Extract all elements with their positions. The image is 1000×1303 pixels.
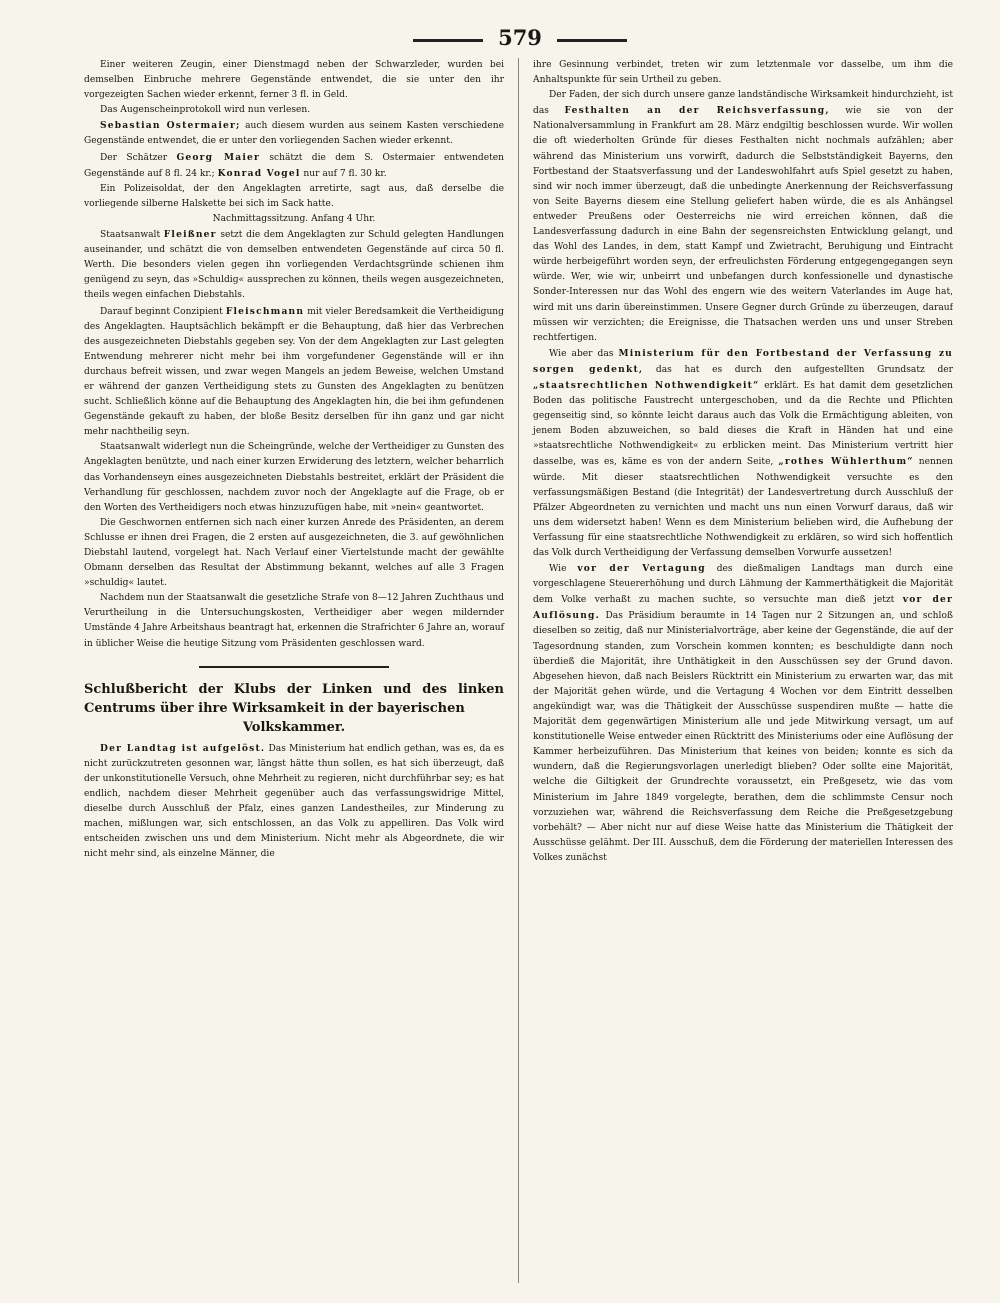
text-run: nur auf 7 fl. 30 kr. xyxy=(300,168,387,179)
right-column xyxy=(519,58,953,1283)
text-run: setzt die dem Angeklagten zur Schuld gelegten Handlungen auseinander, und schätzt die von demselben entwendeten Gegenstände auf circa 50 fl. Werth. Die besonders vielen gegen ihn vorliegenden Verdachtsgründe schienen ihm genügend zu seyn, das »Schuldig« aussprechen zu können, theils wegen ausgezeichneten, theils wegen einfachen Diebstahls. xyxy=(84,230,504,301)
paragraph: Die Geschwornen entfernen sich nach einer kurzen Anrede des Präsidenten, an derem Schlusse er ihnen drei Fragen, die 2 ersten auf ausgezeichneten, die 3. auf gewöhnlichen Diebstahl lautend, vorgelegt hat. Nach Verlauf einer Viertelstunde macht der gewählte Obmann derselben das Resultat der Abstimmung bekannt, welches auf alle 3 Fragen »schuldig« lautet. xyxy=(84,517,504,589)
text-run: des dießmaligen Landtags man durch eine vorgeschlagene Steuererhöhung und durch Lähmung der Kammerthätigkeit die Majorität dem Volke verhaßt zu machen suchte, so versuchte man dieß jetzt xyxy=(533,564,953,606)
paragraph: Ein Polizeisoldat, der den Angeklagten arretirte, sagt aus, daß derselbe die vorliegende silberne Halskette bei sich im Sack hatte. xyxy=(84,183,504,209)
text-run: Das Präsidium beraumte in 14 Tagen nur 2 Sitzungen an, und schloß dieselben so zeitig, daß nur Ministerialvorträge, aber keine der Gegenstände, die auf der Tagesordnung standen, zum Vorschein kommen konnten; es beschuldigte dann noch überdieß die Majorität, ihre Unthätigkeit in den Ausschüssen sey der Grund davon. Abgesehen hievon, daß nach Beislers Rücktritt ein Ministerium zu erwarten war, das mit der Majorität gehen würde, und die Vertagung 4 Wochen vor dem Eintritt desselben angekündigt war, was die Thätigkeit der Ausschüsse suspendiren mußte — hatte die Majorität dem gegenwärtigen Ministerium alle und jede Mitwirkung versagt, um auf konstitutionelle Weise entweder einen Rücktritt des Ministeriums oder eine Auflösung der Kammer herbeizuführen. Das Ministerium that keines von beiden; konnte es sich da wundern, daß die Regierungsvorlagen unerledigt blieben? Oder sollte eine Majorität, welche die Giltigkeit der Grundrechte voraussetzt, ein Preßgesetz, wie das vom Ministerium im Jahre 1849 vorgelegte, berathen, dem die schlimmste Censur noch vorzuziehen war, während die Reichsverfassung dem Reiche die Preßgesetzgebung vorbehält? — Aber nicht nur auf diese Weise hatte das Ministerium die Thätigkeit der Ausschüsse gelähmt. Der III. Ausschuß, dem die Förderung der materiellen Interessen des Volkes zunächst xyxy=(533,611,953,863)
paragraph xyxy=(84,304,504,441)
lead-phrase: Der Landtag ist aufgelöst. xyxy=(100,742,266,754)
section-divider xyxy=(199,666,389,668)
person-name: Konrad Vogel xyxy=(217,167,301,179)
text-run: schätzt die dem S. Ostermaier entwendeten Gegenstände auf 8 fl. 24 kr.; xyxy=(84,152,504,179)
header-ornament-right xyxy=(557,39,627,42)
text-run: Das Ministerium hat endlich gethan, was es, da es nicht zurückzutreten gesonnen war, längst hätte thun sollen, es hat sich überzeugt, daß der unkonstitutionelle Versuch, ohne Mehrheit zu regieren, nicht durchführbar sey; es hat endlich, nachdem dieser Mehrheit gegenüber auch das verfassungswidrige Mittel, dieselbe durch Ausschluß der Pfalz, eines ganzen Landestheiles, zur Minderung zu machen, mißlungen war, sich entschlossen, an das Volk zu appelliren. Das Volk wird entscheiden zwischen uns und dem Ministerium. Nicht mehr als Abgeordnete, die wir nicht mehr sind, als einzelne Männer, die xyxy=(84,743,504,860)
text-run: mit vieler Beredsamkeit die Vertheidigung des Angeklagten. Hauptsächlich bekämpft er die Behauptung, daß hier das Verbrechen des ausgezeichneten Diebstahls gegeben sey. Von der dem Angeklagten zur Last gelegten Entwendung mehrerer nicht mehr bei ihm vorgefundener Gegenstände will er ihn durchaus befreit wissen, und zwar wegen Mangels an jedem Beweise, welchen Umstand er während der ganzen Vertheidigung stets zu Gunsten des Angeklagten zu benützen sucht. Schließlich könne auf die Behauptung des Angeklagten hin, die bei ihm gefundenen Gegenstände gekauft zu haben, der bloße Besitz derselben für ihn ganz und gar nicht mehr nachtheilig seyn. xyxy=(84,306,504,438)
emphasis: „staatsrechtlichen Nothwendigkeit“ xyxy=(533,379,760,391)
person-name: Georg Maier xyxy=(176,151,260,163)
paragraph xyxy=(84,118,504,149)
text-run: Der Faden, der sich durch unsere ganze landständische Wirksamkeit hindurchzieht, ist das xyxy=(533,90,953,117)
text-run: Wie aber das xyxy=(549,348,619,359)
report-title-end: Volkskammer. xyxy=(242,719,346,735)
text-run: auch diesem wurden aus seinem Kasten verschiedene Gegenstände entwendet, die er unter den vorliegenden Sachen wieder erkennt. xyxy=(84,121,504,147)
emphasis: vor der Vertagung xyxy=(577,563,706,575)
page-number: 579 xyxy=(498,25,542,50)
report-title: Schlußbericht der Klubs der Linken und des linken Centrums über ihre Wirksamkeit in der bayerischen xyxy=(84,681,504,716)
emphasis: Ministerium für den Fortbestand der Verfassung zu sorgen gedenkt, xyxy=(533,347,953,375)
text-run: nennen würde. Mit dieser staatsrechtlichen Nothwendigkeit versuchte es den verfassungsmäßigen Bestand (die Integrität) der Landesvertretung durch Ausschluß der Pfälzer Abgeordneten zu vernichten und macht uns nun einen Vorwurf daraus, daß wir uns dem widersetzt haben! Wenn es dem Ministerium belieben wird, die Aufhebung der Verfassung für eine staatsrechtliche Nothwendigkeit zu erklären, so wird sich hoffentlich das Volk durch Vertheidigung der Verfassung demselben Vorwurfe aussetzen! xyxy=(533,457,953,558)
paragraph xyxy=(533,561,953,866)
text-run: das hat es durch den aufgestellten Grundsatz der xyxy=(643,364,953,375)
person-name: Fleißner xyxy=(163,229,217,241)
text-run: Staatsanwalt xyxy=(100,230,164,241)
paragraph xyxy=(84,227,504,303)
text-run: wie sie von der Nationalversammlung in Frankfurt am 28. März endgiltig beschlossen wurde. Wir wollen die oft wiederholten Gründe für dieses Festhalten nicht nochmals aufzählen; aber während das Ministerium uns vorwirft, dadurch die Selbstständigkeit Bayerns, den Fortbestand der Staatsverfassung und der Landeswohlfahrt aufs Spiel gesetzt zu haben, sind wir noch immer überzeugt, daß die unbedingte Anerkennung der Reichsverfassung von Seite Bayerns diesem eine Stellung geliefert haben würde, die es als Anhängsel entweder Preußens oder Oesterreichs nie wird erreichen können, daß die Landesverfassung dadurch in eine Bahn der segensreichsten Entwicklung gelangt, und das Wohl des Landes, in dem, statt Kampf und Zwietracht, Beruhigung und Eintracht würde herbeigeführt worden seyn, der erfreulichsten Förderung entgegengegangen seyn würde. Wer, wie wir, unbeirrt und unbefangen durch konfessionelle und dynastische Sonder-Interessen nur das Wohl des engern wie des weitern Vaterlandes im Auge hat, wird mit uns darin übereinstimmen. Unsere Gegner durch Gründe zu überzeugen, darauf müssen wir verzichten; die Ereignisse, die Thatsachen werden uns und unser Streben rechtfertigen. xyxy=(533,106,953,343)
paragraph: Nachdem nun der Staatsanwalt die gesetzliche Strafe von 8—12 Jahren Zuchthaus und Verurtheilung in die Untersuchungskosten, Vertheidiger aber wegen mildernder Umstände 4 Jahre Arbeitshaus beantragt hat, erkennen die Strafrichter 6 Jahre an, worauf in üblicher Weise die heutige Sitzung vom Präsidenten geschlossen ward. xyxy=(84,593,504,649)
paragraph: Staatsanwalt widerlegt nun die Scheingründe, welche der Vertheidiger zu Gunsten des Angeklagten benützte, und nach einer kurzen Erwiderung des letztern, welcher beharrlich das Vorhandenseyn eines ausgezeichneten Diebstahls bestreitet, erklärt der Präsident die Verhandlung für geschlossen, nachdem zuvor noch der Angeklagte auf die Frage, ob er den Worten des Vertheidigers noch etwas hinzuzufügen habe, mit »nein« geantwortet. xyxy=(84,442,504,513)
person-name: Sebastian Ostermaier; xyxy=(100,120,241,132)
paragraph xyxy=(84,150,504,182)
text-run: Wie xyxy=(549,564,578,575)
paragraph xyxy=(533,88,953,346)
paragraph: ihre Gesinnung verbindet, treten wir zum letztenmale vor dasselbe, um ihm die Anhaltspunkte für sein Urtheil zu geben. xyxy=(533,60,953,86)
emphasis: vor der Auflösung. xyxy=(533,594,953,622)
left-column xyxy=(84,58,518,1283)
page-header xyxy=(84,18,956,58)
paragraph: Das Augenscheinprotokoll wird nun verlesen. xyxy=(100,105,311,116)
person-name: Fleischmann xyxy=(225,305,305,317)
paragraph: Einer weiteren Zeugin, einer Dienstmagd neben der Schwarzleder, wurden bei demselben Einbruche mehrere Gegenstände entwendet, die sie unter den ihr vorgezeigten Sachen wieder erkennt, ferner 3 fl. in Geld. xyxy=(84,60,504,101)
emphasis: Festhalten an der Reichsverfassung, xyxy=(564,105,830,117)
emphasis: „rothes Wühlerthum“ xyxy=(778,456,914,468)
session-heading: Nachmittagssitzung. Anfang 4 Uhr. xyxy=(212,213,376,224)
text-columns xyxy=(84,58,956,1283)
header-ornament-left xyxy=(413,39,483,42)
paragraph xyxy=(533,346,953,561)
text-run: Darauf beginnt Conzipient xyxy=(100,306,226,317)
paragraph xyxy=(84,741,504,863)
text-run: erklärt. Es hat damit dem gesetzlichen Boden das politische Faustrecht untergeschoben, und da die Rechte und Pflichten gegenseitig sind, so könnte leicht daraus auch das Volk die Ermächtigung ableiten, von jenem Boden abzuweichen, so bald dieses die Kraft in Händen hat und eine »staatsrechtliche Nothwendigkeit« zu erblicken meint. Das Ministerium vertritt hier dasselbe, was es, käme es von der andern Seite, xyxy=(533,380,953,468)
text-run: Der Schätzer xyxy=(100,152,177,163)
